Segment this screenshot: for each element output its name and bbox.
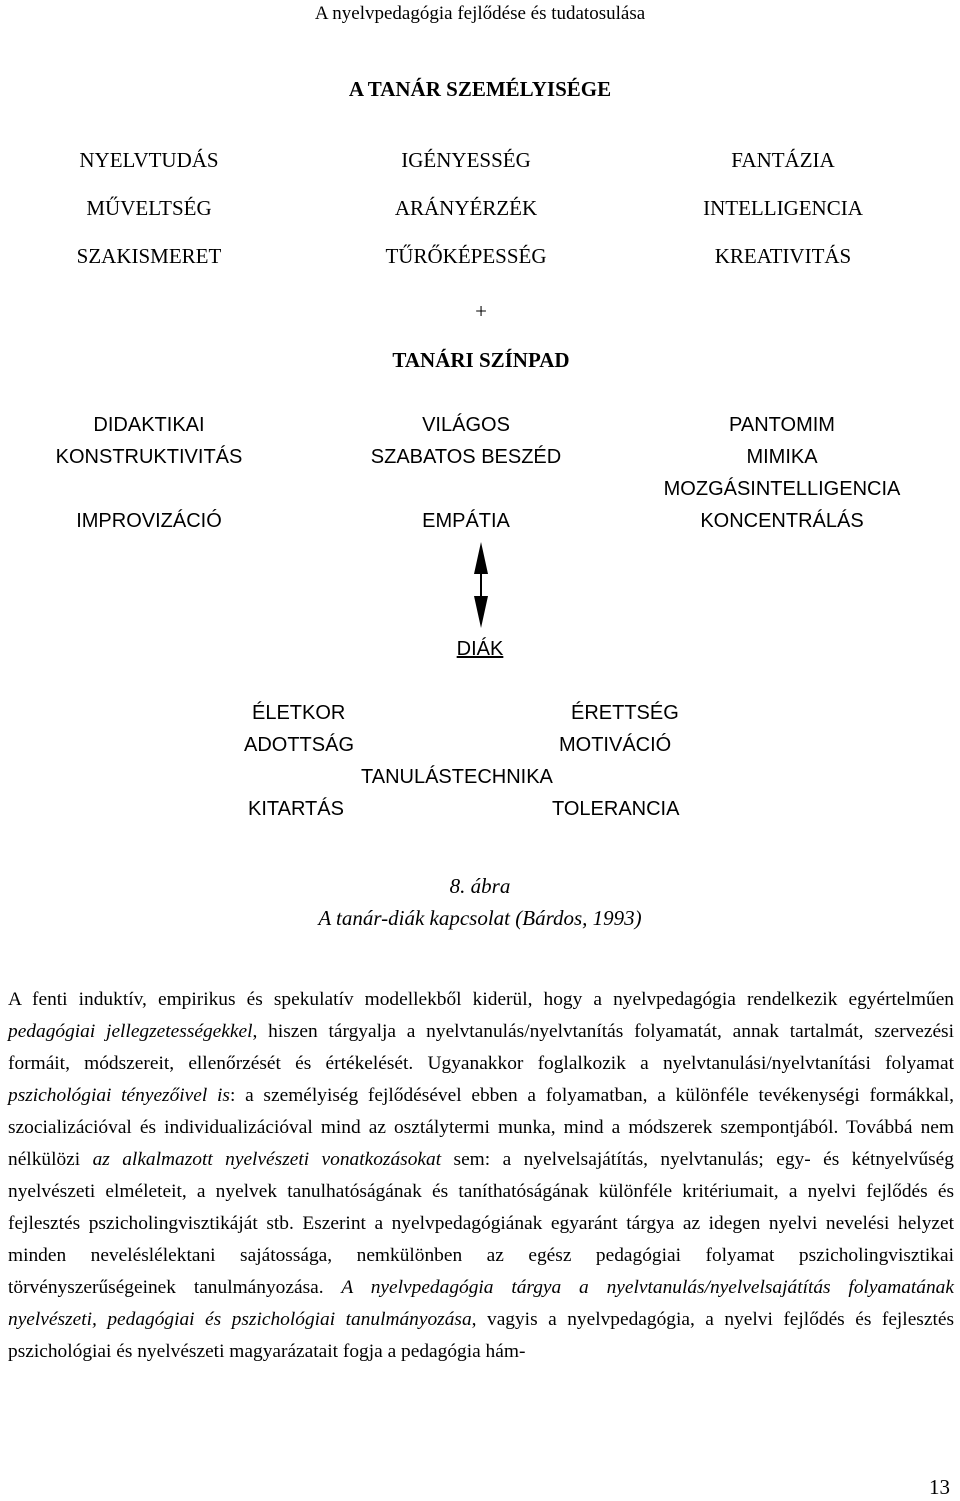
student-item: ÉRETTSÉG [571, 702, 679, 724]
student-item: TOLERANCIA [552, 798, 680, 820]
trait-item: NYELVTUDÁS [79, 148, 219, 172]
figure-number: 8. ábra [449, 874, 511, 898]
running-header: A nyelvpedagógia fejlődése és tudatosulása [314, 3, 646, 24]
stage-item: MIMIKA [746, 446, 818, 468]
stage-item: KONSTRUKTIVITÁS [55, 446, 243, 468]
text-run: , vagyis a nyelvpedagógia, a nyelvi fejlődés és fejlesztés pszichológiai és nyelvészeti magyarázatait fogja a pedagógia hám- [8, 1309, 954, 1362]
text-run-italic: A nyelvpedagógia tárgya a nyelvtanulás/nyelvelsajátítás folyamatának nyelvészeti, pedagógiai és pszichológiai tanulmányozása [8, 1277, 954, 1330]
plus-sign: + [475, 299, 487, 323]
trait-item: MŰVELTSÉG [86, 196, 212, 220]
figure-caption: A tanár-diák kapcsolat (Bárdos, 1993) [318, 906, 642, 930]
stage-item: DIDAKTIKAI [93, 414, 205, 436]
trait-item: SZAKISMERET [76, 244, 222, 268]
student-item: TANULÁSTECHNIKA [361, 766, 553, 788]
student-item: KITARTÁS [248, 798, 344, 820]
stage-item: KONCENTRÁLÁS [700, 510, 864, 532]
trait-item: TŰRŐKÉPESSÉG [385, 244, 547, 268]
trait-item: IGÉNYESSÉG [401, 148, 531, 172]
stage-item: IMPROVIZÁCIÓ [76, 510, 222, 532]
page-number: 13 [929, 1475, 950, 1499]
text-run: sem: a nyelvelsajátítás, nyelvtanulás; egy- és kétnyelvűség nyelvészeti elméleteit, a nyelvek tanulhatóságának és taníthatóságának különféle kritériumait, a nyelvi fejlődés és fejlesztés pszicholingvisztikáját stb. Eszerint a nyelvpedagógiának egyaránt tárgya az idegen nyelvi nevelési helyzet minden neveléslélektani sajátossága, nemkülönben az egész pedagógiai folyamat pszicholingvisztikai törvényszerűségeinek tanulmányozása. [8, 1149, 954, 1298]
double-arrow-icon [468, 540, 494, 630]
stage-item: PANTOMIM [729, 414, 835, 436]
body-paragraph [8, 984, 954, 1368]
student-item: MOTIVÁCIÓ [559, 734, 672, 756]
stage-title: TANÁRI SZÍNPAD [392, 348, 570, 372]
text-run-italic: az alkalmazott nyelvészeti vonatkozásokat [92, 1149, 442, 1170]
figure-title: A TANÁR SZEMÉLYISÉGE [348, 77, 612, 101]
text-run: : a személyiség fejlődésével ebben a folyamatban, a különféle tevékenységi formákkal, szocializációval és individualizációval mind az osztálytermi munka, mind a módszerek szempontjából. Továbbá nem nélkülözi [8, 1085, 955, 1170]
trait-item: INTELLIGENCIA [703, 196, 863, 220]
stage-item: EMPÁTIA [422, 510, 510, 532]
student-title: DIÁK [456, 638, 504, 660]
trait-item: ARÁNYÉRZÉK [394, 196, 538, 220]
text-run-italic: pszichológiai tényezőivel is [8, 1085, 230, 1106]
text-run: , hiszen tárgyalja a nyelvtanulás/nyelvtanítás folyamatát, annak tartalmát, szervezési formáit, módszereit, ellenőrzését és értékelését. Ugyanakkor foglalkozik a nyelvtanulási/nyelvtanítási folyamat [8, 1021, 954, 1074]
text-run: A fenti induktív, empirikus és spekulatív modellekből kiderül, hogy a nyelvpedagógia rendelkezik egyértelműen [8, 989, 954, 1010]
stage-item: MOZGÁSINTELLIGENCIA [663, 478, 901, 500]
stage-item: VILÁGOS [422, 414, 510, 436]
trait-item: FANTÁZIA [731, 148, 835, 172]
student-item: ADOTTSÁG [244, 734, 355, 756]
trait-item: KREATIVITÁS [714, 244, 852, 268]
text-run-italic: pedagógiai jellegzetességekkel [8, 1021, 253, 1042]
student-item: ÉLETKOR [252, 702, 346, 724]
stage-item: SZABATOS BESZÉD [370, 446, 562, 468]
